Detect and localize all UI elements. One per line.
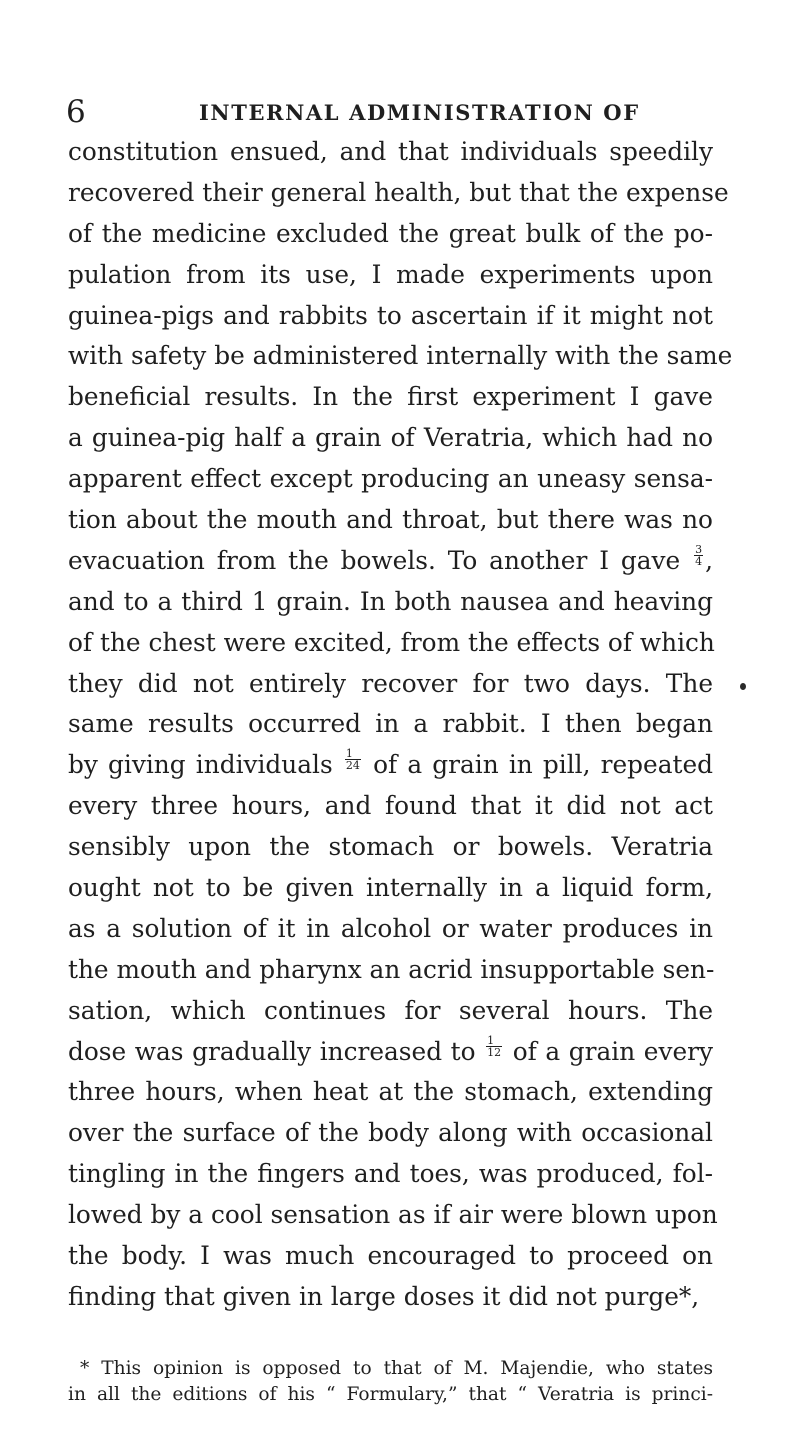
line-segment: evacuation from the bowels. To another I gave <box>68 545 681 575</box>
text-line: with safety be administered internally with the same <box>68 341 733 371</box>
fraction-denominator: 24 <box>345 759 360 773</box>
line-segment: of a grain in pill, repeated <box>373 750 713 780</box>
page-number: 6 <box>66 94 86 130</box>
ink-speck <box>740 683 746 690</box>
text-line: tion about the mouth and throat, but there was no <box>68 505 713 535</box>
text-line: of the medicine excluded the great bulk of the po- <box>68 218 713 248</box>
text-line: three hours, when heat at the stomach, extending <box>68 1077 713 1107</box>
fraction-denominator: 4 <box>695 554 703 568</box>
text-line: pulation from its use, I made experiments upon <box>68 259 713 289</box>
text-line: guinea-pigs and rabbits to ascertain if it might not <box>68 300 713 330</box>
text-line-with-fraction <box>68 745 713 786</box>
text-line: constitution ensued, and that individuals speedily <box>68 137 713 166</box>
text-line: sation, which continues for several hours. The <box>68 995 713 1025</box>
text-line: every three hours, and found that it did not act <box>68 791 713 821</box>
fraction-one-twelfth <box>486 1035 502 1058</box>
text-line-with-fraction <box>68 541 713 582</box>
line-segment: of a grain every <box>512 1036 714 1066</box>
line-segment: dose was gradually increased to <box>68 1036 476 1066</box>
text-line: beneficial results. In the first experiment I gave <box>68 382 713 412</box>
text-line: ought not to be given internally in a liquid form, <box>68 873 713 903</box>
fraction-denominator: 12 <box>487 1045 502 1059</box>
running-title: INTERNAL ADMINISTRATION OF <box>199 100 640 125</box>
text-line-with-fraction <box>68 1032 713 1073</box>
line-segment: by giving individuals <box>68 750 333 780</box>
footnote <box>68 1356 713 1407</box>
fraction-three-quarters <box>694 544 703 567</box>
footnote-line: * This opinion is opposed to that of M. Majendie, who states <box>80 1358 713 1379</box>
text-line: the body. I was much encouraged to proceed on <box>68 1241 713 1271</box>
fraction-numerator: 1 <box>345 748 361 760</box>
text-line: as a solution of it in alcohol or water produces in <box>68 913 713 943</box>
fraction-numerator: 3 <box>695 542 703 556</box>
text-line: the mouth and pharynx an acrid insupportable sen- <box>68 954 715 984</box>
text-line: same results occurred in a rabbit. I then began <box>68 709 713 739</box>
text-line: sensibly upon the stomach or bowels. Veratria <box>68 832 713 862</box>
text-line: finding that given in large doses it did not purge*, <box>68 1281 700 1311</box>
text-line: and to a third 1 grain. In both nausea and heaving <box>68 586 713 616</box>
fraction-numerator: 1 <box>486 1035 502 1047</box>
body-text <box>68 132 733 1318</box>
fraction-one-twentyfourth <box>345 748 361 771</box>
footnote-line: in all the editions of his “ Formulary,” that “ Veratria is princi- <box>68 1383 713 1405</box>
text-line: tingling in the fingers and toes, was produced, fol- <box>68 1159 713 1189</box>
text-line: recovered their general health, but that the expense <box>68 177 729 207</box>
running-head <box>66 94 726 130</box>
text-line: a guinea-pig half a grain of Veratria, which had no <box>68 423 713 453</box>
line-segment: , <box>705 545 713 575</box>
text-line: they did not entirely recover for two days. The <box>68 668 713 698</box>
text-line: of the chest were excited, from the effects of which <box>68 627 715 657</box>
text-line: apparent effect except producing an uneasy sensa- <box>68 464 713 494</box>
text-line: lowed by a cool sensation as if air were blown upon <box>68 1200 718 1230</box>
text-line: over the surface of the body along with occasional <box>68 1118 713 1148</box>
